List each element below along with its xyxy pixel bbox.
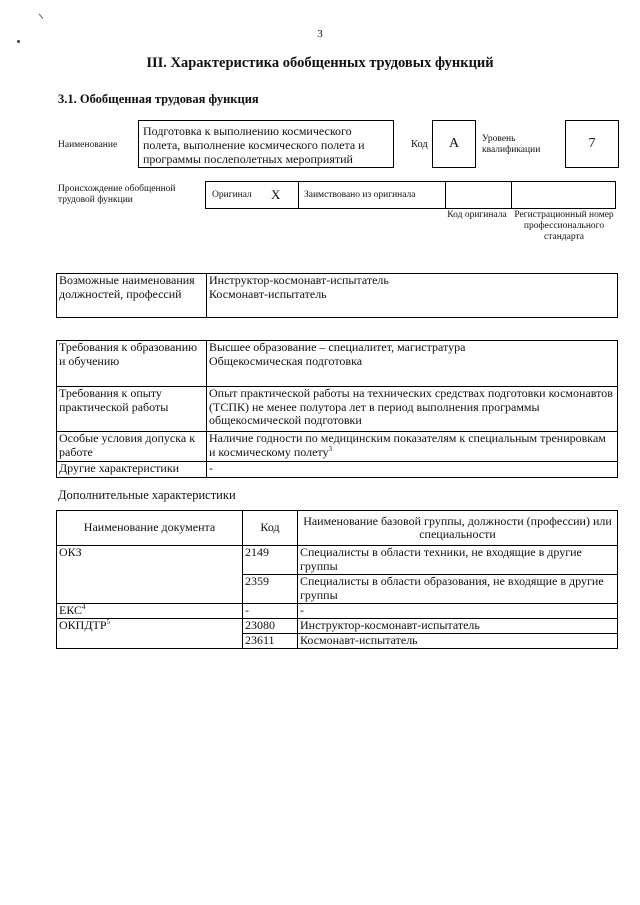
- header-code: Код: [243, 511, 298, 546]
- origin-divider: [445, 182, 446, 208]
- scan-dot: [17, 40, 20, 43]
- positions-label: Возможные наименования должностей, профессий: [57, 274, 207, 318]
- footnote-mark: 4: [82, 603, 86, 611]
- group-cell: Специалисты в области образования, не входящие в другие группы: [298, 575, 618, 604]
- additional-table: [56, 510, 618, 649]
- position-item: Инструктор-космонавт-испытатель: [209, 273, 389, 287]
- other-label: Другие характеристики: [57, 462, 207, 478]
- original-mark: Х: [271, 187, 281, 202]
- admission-label: Особые условия допуска к работе: [57, 432, 207, 462]
- footnote-mark: 3: [328, 444, 333, 453]
- experience-label: Требования к опыту практической работы: [57, 387, 207, 432]
- admission-value: Наличие годности по медицинским показателям к специальным тренировкам и космическому полету: [209, 431, 606, 459]
- code-original-caption: Код оригинала: [447, 210, 507, 220]
- header-doc: Наименование документа: [57, 511, 243, 546]
- name-value: Подготовка к выполнению космического полета, выполнение космического полета и программы послеполетных мероприятий: [138, 120, 394, 168]
- footnote-mark: 5: [106, 618, 111, 626]
- experience-value: Опыт практической работы на технических средствах подготовки космонавтов (ТСПК) не менее полутора лет в период выполнения программы общекосмической подготовки: [207, 387, 618, 432]
- education-value: Общекосмическая подготовка: [209, 353, 363, 368]
- group-cell: Космонавт-испытатель: [298, 634, 618, 649]
- code-cell: 23080: [243, 619, 298, 634]
- level-label: Уровень квалификации: [482, 134, 541, 155]
- education-label: Требования к образованию и обучению: [57, 341, 207, 387]
- doc-cell: ОКЗ: [57, 546, 243, 604]
- education-value: Высшее образование – специалитет, магистратура: [209, 340, 466, 354]
- header-name: Наименование базовой группы, должности (профессии) или специальности: [298, 511, 618, 546]
- reg-number-caption: Регистрационный номер профессионального стандарта: [514, 210, 614, 242]
- requirements-table: [56, 340, 618, 478]
- scan-mark: [39, 11, 47, 19]
- group-cell: Специалисты в области техники, не входящие в другие группы: [298, 546, 618, 575]
- code-cell: 2149: [243, 546, 298, 575]
- doc-cell: ЕКС: [59, 603, 83, 617]
- other-value: -: [207, 462, 618, 478]
- table-row: [57, 619, 618, 634]
- code-cell: 23611: [243, 634, 298, 649]
- origin-divider: [298, 182, 299, 208]
- position-item: Космонавт-испытатель: [209, 286, 327, 301]
- code-cell: 2359: [243, 575, 298, 604]
- origin-label: Происхождение обобщенной трудовой функции: [58, 184, 176, 205]
- subsection-title: 3.1. Обобщенная трудовая функция: [58, 92, 259, 106]
- doc-cell: ОКПДТР: [59, 618, 107, 632]
- additional-title: Дополнительные характеристики: [58, 488, 236, 502]
- code-label: Код: [411, 139, 428, 150]
- origin-divider: [511, 182, 512, 208]
- group-cell: Инструктор-космонавт-испытатель: [298, 619, 618, 634]
- code-value: А: [432, 120, 476, 168]
- section-title: III. Характеристика обобщенных трудовых функций: [146, 55, 494, 71]
- table-row: [57, 604, 618, 619]
- code-cell: -: [243, 604, 298, 619]
- table-row: [57, 546, 618, 575]
- original-label: Оригинал: [212, 190, 252, 200]
- group-cell: -: [298, 604, 618, 619]
- borrowed-label: Заимствовано из оригинала: [304, 190, 416, 200]
- level-value: 7: [565, 120, 619, 168]
- page-number: 3: [317, 28, 323, 40]
- positions-table: [56, 273, 618, 318]
- name-label: Наименование: [58, 140, 118, 150]
- origin-row: [205, 181, 616, 209]
